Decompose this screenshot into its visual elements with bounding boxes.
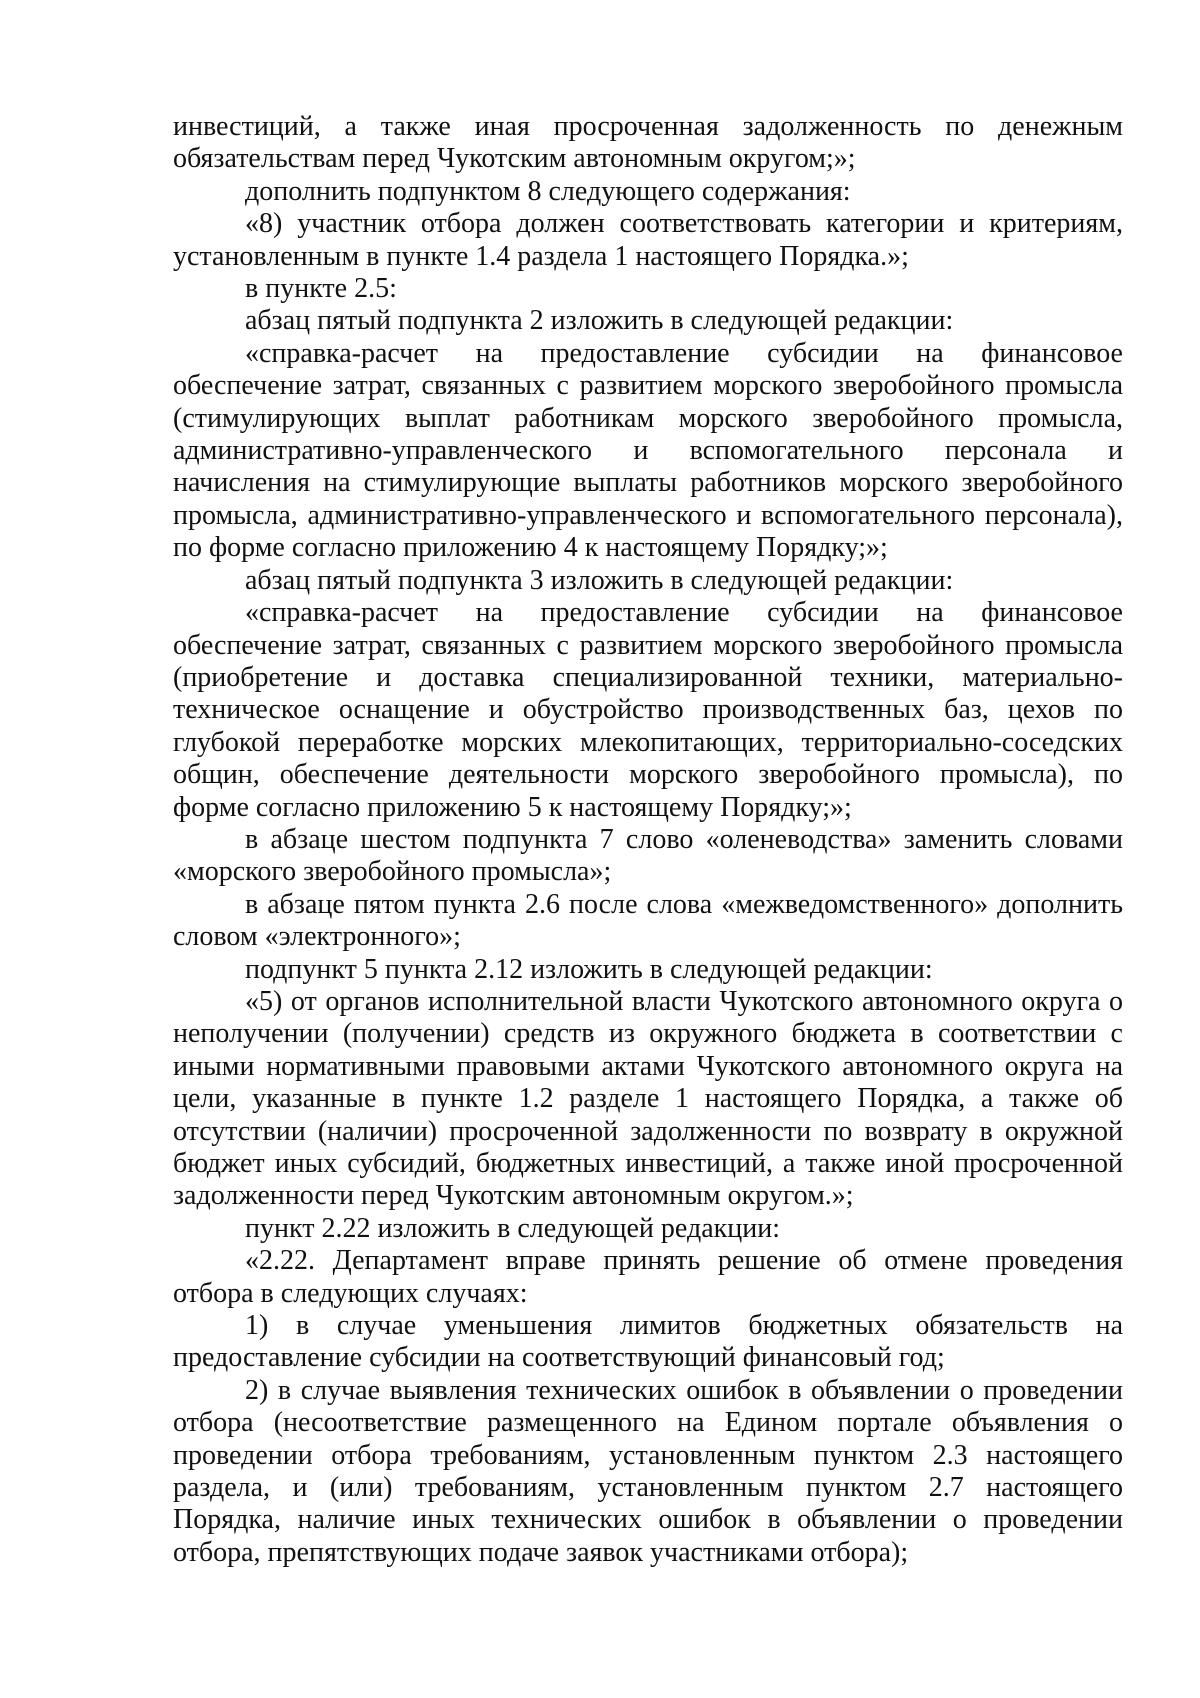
- paragraph: пункт 2.22 изложить в следующей редакции:: [245, 1212, 780, 1244]
- paragraph: в пункте 2.5:: [245, 273, 397, 305]
- paragraph: в абзаце шестом подпункта 7 слово «оленеводства» заменить словами «морского зверобойного промысла»;: [173, 823, 1123, 888]
- paragraph: абзац пятый подпункта 2 изложить в следующей редакции:: [245, 305, 954, 337]
- paragraph: в абзаце пятом пункта 2.6 после слова «межведомственного» дополнить словом «электронного»;: [173, 888, 1123, 953]
- document-page: [173, 111, 1123, 1569]
- paragraph: подпункт 5 пункта 2.12 изложить в следующей редакции:: [245, 953, 933, 985]
- paragraph: 2) в случае выявления технических ошибок в объявлении о проведении отбора (несоответствие размещенного на Едином портале объявления о проведении отбора требованиям, установленным пунктом 2.3 настоящего раздела, и (или) требованиям, установленным пунктом 2.7 настоящего Порядка, наличие иных технических ошибок в объявлении о проведении отбора, препятствующих подаче заявок участниками отбора);: [173, 1374, 1123, 1568]
- paragraph: абзац пятый подпункта 3 изложить в следующей редакции:: [245, 564, 954, 596]
- paragraph: «справка-расчет на предоставление субсидии на финансовое обеспечение затрат, связанных с развитием морского зверобойного промысла (стимулирующих выплат работникам морского зверобойного промысла, административно-управленческого и вспомогательного персонала и начисления на стимулирующие выплаты работников морского зверобойного промысла, административно-управленческого и вспомогательного персонала), по форме согласно приложению 4 к настоящему Порядку;»;: [173, 337, 1123, 564]
- paragraph: «2.22. Департамент вправе принять решение об отмене проведения отбора в следующих случаях:: [173, 1245, 1123, 1309]
- paragraph: «5) от органов исполнительной власти Чукотского автономного округа о неполучении (получении) средств из окружного бюджета в соответствии с иными нормативными правовыми актами Чукотского автономного округа на цели, указанные в пункте 1.2 разделе 1 настоящего Порядка, а также об отсутствии (наличии) просроченной задолженности по возврату в окружной бюджет иных субсидий, бюджетных инвестиций, а также иной просроченной задолженности перед Чукотским автономным округом.»;: [173, 985, 1123, 1212]
- paragraph: инвестиций, а также иная просроченная задолженность по денежным обязательствам перед Чукотским автономным округом;»;: [173, 111, 1123, 175]
- paragraph: «8) участник отбора должен соответствовать категории и критериям, установленным в пункте 1.4 раздела 1 настоящего Порядка.»;: [173, 208, 1123, 272]
- paragraph: дополнить подпунктом 8 следующего содержания:: [245, 175, 851, 207]
- paragraph: «справка-расчет на предоставление субсидии на финансовое обеспечение затрат, связанных с развитием морского зверобойного промысла (приобретение и доставка специализированной техники, материально-техническое оснащение и обустройство производственных баз, цехов по глубокой переработке морских млекопитающих, территориально-соседских общин, обеспечение деятельности морского зверобойного промысла), по форме согласно приложению 5 к настоящему Порядку;»;: [173, 597, 1123, 823]
- paragraph: 1) в случае уменьшения лимитов бюджетных обязательств на предоставление субсидии на соответствующий финансовый год;: [173, 1310, 1123, 1374]
